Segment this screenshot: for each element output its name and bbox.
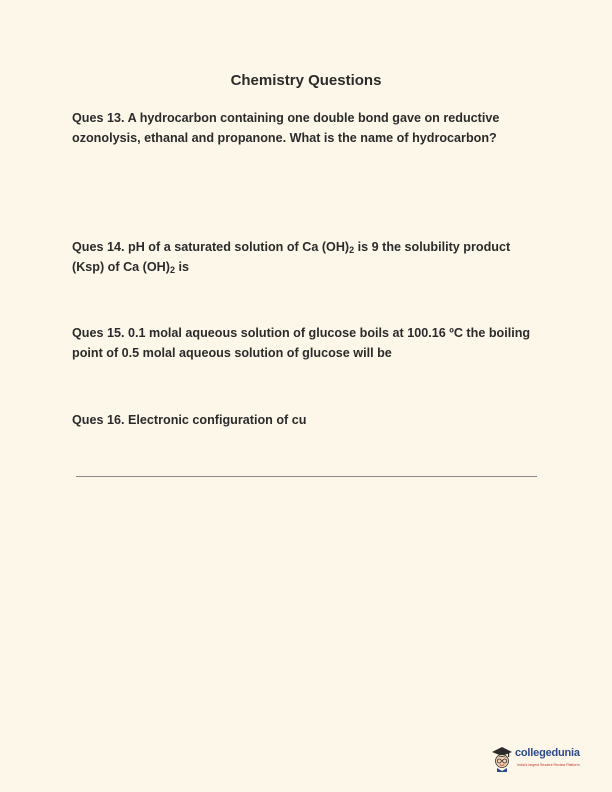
- logo-wordmark: collegedunia: [515, 747, 580, 759]
- page-title: Chemistry Questions: [230, 72, 382, 89]
- question-13: [72, 108, 542, 148]
- question-text-part: pH of a saturated solution of Ca (OH): [128, 240, 350, 254]
- logo-tagline: India's largest Student Review Platform: [517, 763, 580, 767]
- question-text: A hydrocarbon containing one double bond gave on reductive ozonolysis, ethanal and propanone. What is the name of hydrocarbon?: [72, 111, 500, 145]
- question-14: [72, 237, 542, 277]
- question-text: 0.1 molal aqueous solution of glucose boils at 100.16 ºC the boiling point of 0.5 molal aqueous solution of glucose will be: [72, 326, 531, 360]
- question-text-part: is 9 the solubility product (Ksp) of Ca (OH): [72, 240, 511, 274]
- question-15: [72, 323, 542, 363]
- question-text: Electronic configuration of cu: [128, 413, 307, 427]
- question-16: [72, 410, 542, 430]
- subscript: 2: [349, 245, 355, 255]
- subscript: 2: [169, 265, 175, 275]
- question-label: Ques 15.: [72, 326, 125, 340]
- divider: [76, 476, 537, 477]
- student-mascot-icon: [490, 744, 514, 774]
- collegedunia-logo: [490, 744, 590, 776]
- question-text-part: is: [174, 260, 189, 274]
- question-label: Ques 13.: [72, 111, 125, 125]
- question-label: Ques 14.: [72, 240, 125, 254]
- question-label: Ques 16.: [72, 413, 125, 427]
